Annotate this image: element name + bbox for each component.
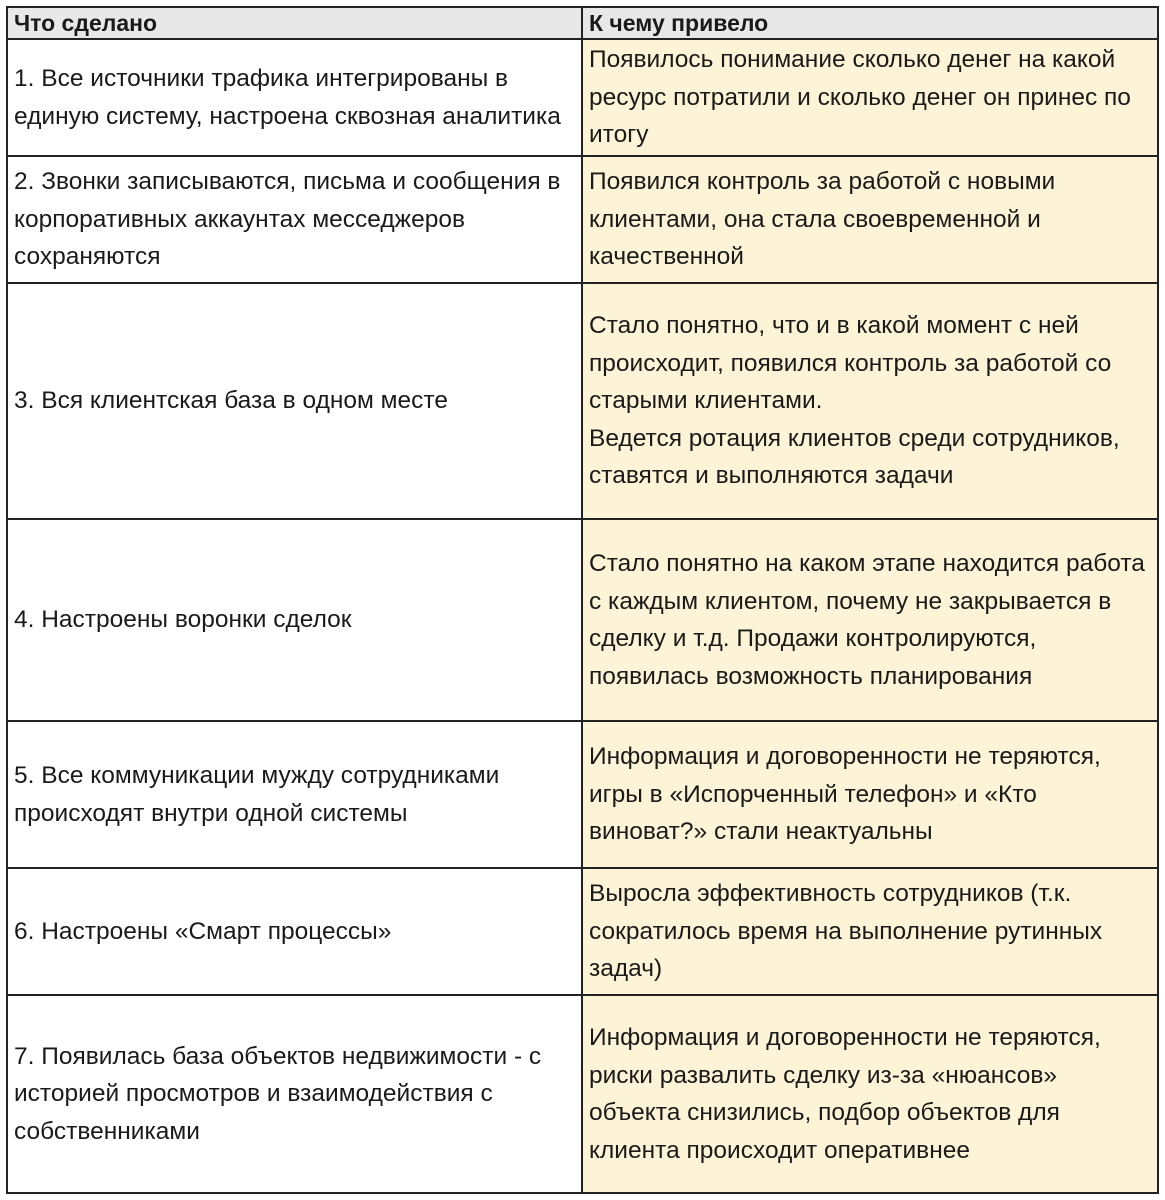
result-text: Ведется ротация клиентов среди сотрудников, ставятся и выполняются задачи bbox=[589, 424, 1120, 490]
cell-result bbox=[582, 995, 1158, 1193]
table-row bbox=[7, 283, 1158, 519]
result-text: Появилось понимание сколько денег на какой ресурс потратили и сколько денег он принес по итогу bbox=[589, 46, 1131, 149]
cell-result bbox=[582, 39, 1158, 156]
cell-result bbox=[582, 868, 1158, 995]
cell-done: 3. Вся клиентская база в одном месте bbox=[7, 283, 582, 519]
cell-done: 7. Появилась база объектов недвижимости - с историей просмотров и взаимодействия с собственниками bbox=[7, 995, 582, 1193]
result-text: Стало понятно, что и в какой момент с ней происходит, появился контроль за работой со старыми клиентами. bbox=[589, 312, 1112, 415]
result-text: Информация и договоренности не теряются, игры в «Испорченный телефон» и «Кто виноват?» стали неактуальны bbox=[589, 743, 1101, 846]
cell-done: 1. Все источники трафика интегрированы в единую систему, настроена сквозная аналитика bbox=[7, 39, 582, 156]
result-text: Информация и договоренности не теряются, риски развалить сделку из-за «нюансов» объекта снизились, подбор объектов для клиента происходит оперативнее bbox=[589, 1024, 1101, 1164]
cell-done: 4. Настроены воронки сделок bbox=[7, 519, 582, 721]
result-text: Выросла эффективность сотрудников (т.к. сократилось время на выполнение рутинных задач) bbox=[589, 880, 1103, 983]
cell-done: 2. Звонки записываются, письма и сообщения в корпоративных аккаунтах месседжеров сохраняются bbox=[7, 156, 582, 283]
table-row bbox=[7, 39, 1158, 156]
header-result: К чему привело bbox=[582, 7, 1158, 39]
cell-result bbox=[582, 283, 1158, 519]
cell-done: 6. Настроены «Смарт процессы» bbox=[7, 868, 582, 995]
table-header-row bbox=[7, 7, 1158, 39]
cell-result bbox=[582, 721, 1158, 868]
table-row bbox=[7, 519, 1158, 721]
table-row bbox=[7, 868, 1158, 995]
cell-result bbox=[582, 156, 1158, 283]
results-table-container bbox=[6, 6, 1157, 1194]
cell-result bbox=[582, 519, 1158, 721]
table-row bbox=[7, 156, 1158, 283]
result-text: Появился контроль за работой с новыми клиентами, она стала своевременной и качественной bbox=[589, 168, 1056, 271]
table-row bbox=[7, 721, 1158, 868]
result-text: Стало понятно на каком этапе находится работа с каждым клиентом, почему не закрывается в сделку и т.д. Продажи контролируются, появилась возможность планирования bbox=[589, 550, 1145, 690]
header-what-done: Что сделано bbox=[7, 7, 582, 39]
cell-done: 5. Все коммуникации мужду сотрудниками происходят внутри одной системы bbox=[7, 721, 582, 868]
results-table bbox=[6, 6, 1159, 1194]
table-row bbox=[7, 995, 1158, 1193]
